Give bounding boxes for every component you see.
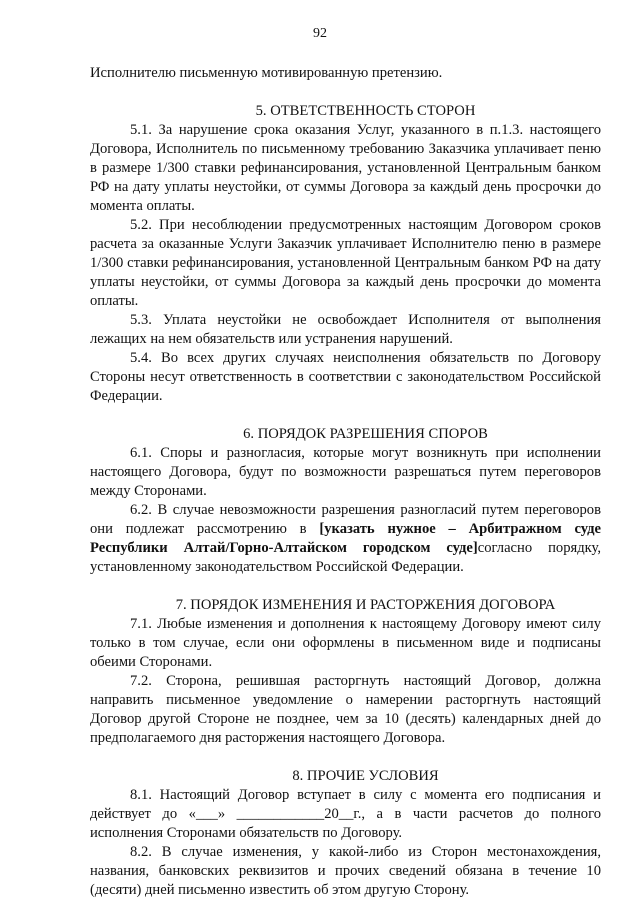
clause-5-3: 5.3. Уплата неустойки не освобождает Исполнителя от выполнения лежащих на нем обязательств или устранения нарушений. <box>90 312 601 347</box>
clause-5-2: 5.2. При несоблюдении предусмотренных настоящим Договором сроков расчета за оказанные Услуги Заказчик уплачивает Исполнителю пеню в размере 1/300 ставки рефинансирования, установленной Центральным банком РФ на дату уплаты неустойки, от суммы Договора за каждый день просрочки до момента оплаты. <box>90 217 601 309</box>
clause-7-2: 7.2. Сторона, решившая расторгнуть настоящий Договор, должна направить письменное уведомление о намерении расторгнуть настоящий Договор другой Стороне не позднее, чем за 10 (десять) календарных дней до предполагаемого дня расторжения настоящего Договора. <box>90 673 601 746</box>
section-6-heading: 6. ПОРЯДОК РАЗРЕШЕНИЯ СПОРОВ <box>243 426 488 442</box>
clause-6-2-text-end: согласно порядку, установленному законодательством Российской Федерации. <box>90 540 601 575</box>
section-5-heading: 5. ОТВЕТСТВЕННОСТЬ СТОРОН <box>255 103 476 119</box>
document-body <box>90 64 601 900</box>
clause-6-2 <box>90 501 601 577</box>
spacer <box>90 83 601 102</box>
clause-6-2-court-placeholder: [указать нужное – Арбитражном суде Республики Алтай/Горно-Алтайском городском суде] <box>90 521 601 556</box>
page-number: 92 <box>313 26 327 41</box>
section-8-heading: 8. ПРОЧИЕ УСЛОВИЯ <box>292 768 439 784</box>
clause-5-4: 5.4. Во всех других случаях неисполнения обязательств по Договору Стороны несут ответственность в соответствии с законодательством Российской Федерации. <box>90 350 601 404</box>
spacer <box>90 748 601 767</box>
spacer <box>90 406 601 425</box>
intro-paragraph: Исполнителю письменную мотивированную претензию. <box>90 65 443 81</box>
clause-8-1: 8.1. Настоящий Договор вступает в силу с момента его подписания и действует до «___» ____________20__г., а в части расчетов до полного исполнения Сторонами обязательств по Договору. <box>90 787 601 841</box>
clause-5-1: 5.1. За нарушение срока оказания Услуг, указанного в п.1.3. настоящего Договора, Исполнитель по письменному требованию Заказчика уплачивает пеню в размере 1/300 ставки рефинансирования, установленной Центральным банком РФ на дату уплаты неустойки, от суммы Договора за каждый день просрочки до момента оплаты. <box>90 122 601 214</box>
clause-8-2: 8.2. В случае изменения, у какой-либо из Сторон местонахождения, названия, банковских реквизитов и прочих сведений обязана в течение 10 (десяти) дней письменно известить об этом другую Сторону. <box>90 844 601 898</box>
clause-7-1: 7.1. Любые изменения и дополнения к настоящему Договору имеют силу только в том случае, если они оформлены в письменном виде и подписаны обеими Сторонами. <box>90 616 601 670</box>
section-7-heading: 7. ПОРЯДОК ИЗМЕНЕНИЯ И РАСТОРЖЕНИЯ ДОГОВОРА <box>175 597 556 613</box>
clause-6-1: 6.1. Споры и разногласия, которые могут возникнуть при исполнении настоящего Договора, будут по возможности разрешаться путем переговоров между Сторонами. <box>90 445 601 499</box>
spacer <box>90 577 601 596</box>
clause-6-2-text-start: 6.2. В случае невозможности разрешения разногласий путем переговоров они подлежат рассмотрению в <box>90 502 601 537</box>
